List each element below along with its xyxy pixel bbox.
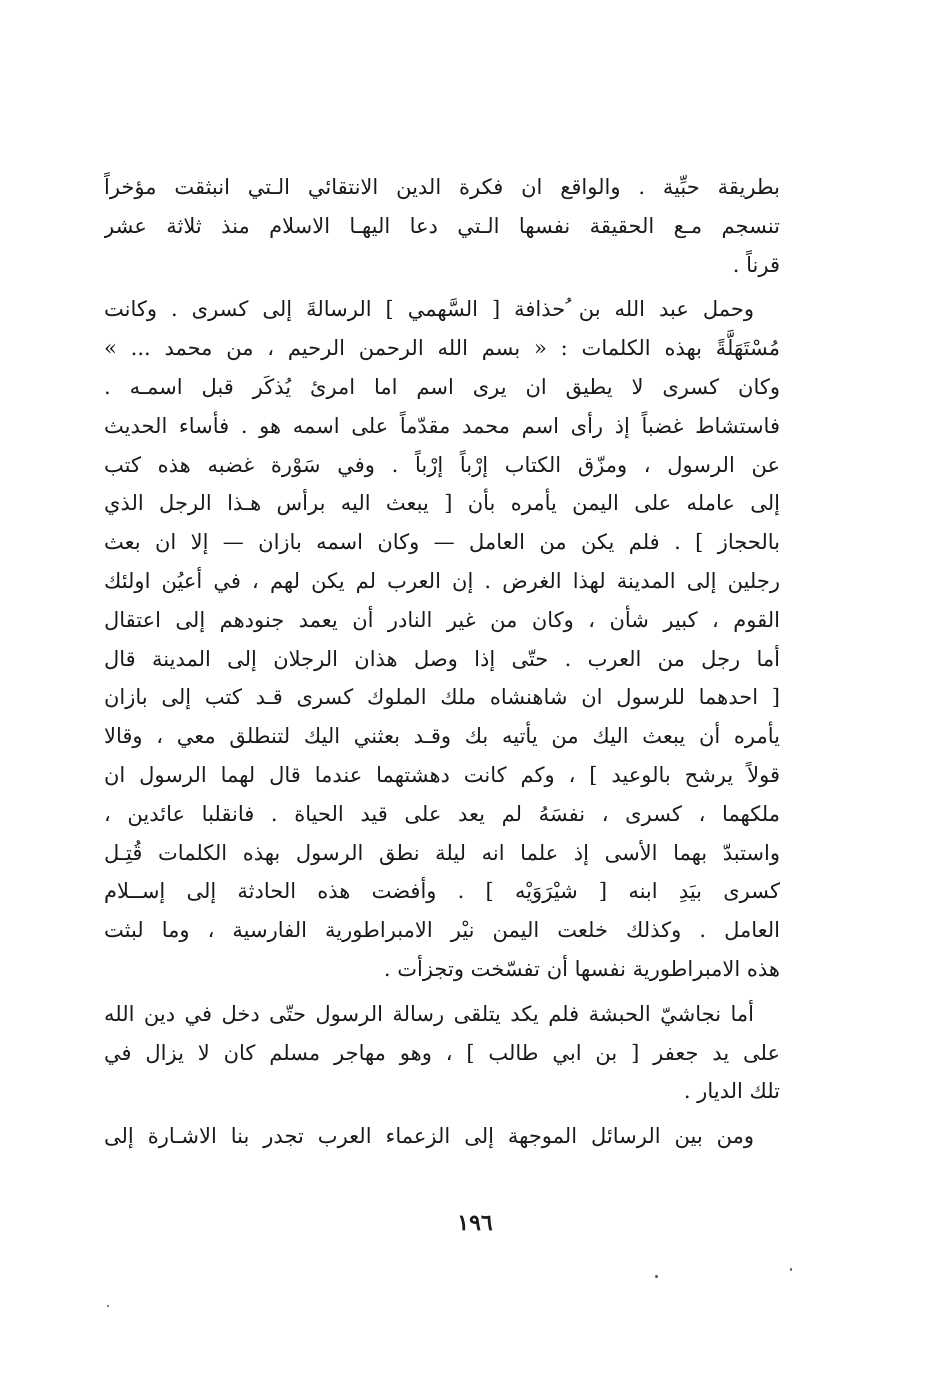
text-line: مُسْتَهَلَّةً بهذه الكلمات : « بسم الله الرحمن الرحيم ، من محمد ... » (104, 336, 780, 361)
text-line: العامل . وكذلك خلعت اليمن نيْر الامبراطورية الفارسية ، وما لبثت (104, 918, 780, 943)
text-line: يأمره أن يبعث اليك من يأتيه بك وقـد بعثني اليك لتنطلق معي ، وقالا (104, 724, 780, 749)
scan-speck (655, 1275, 658, 1278)
text-line: ومن بين الرسائل الموجهة إلى الزعماء العرب تجدر بنا الاشـارة إلى (104, 1124, 754, 1149)
page-number: ١٩٦ (457, 1210, 493, 1236)
text-line: قرناً . (732, 252, 780, 277)
text-line: بالحجاز ] . فلم يكن من العامل — وكان اسمه بازان — إلا ان بعث (104, 530, 780, 555)
paragraph-1 (104, 168, 780, 284)
paragraph-4 (104, 1117, 780, 1156)
text-line: تنسجم مـع الحقيقة نفسها الـتي دعا اليهـا الاسلام منذ ثلاثة عشر (104, 213, 780, 238)
text-line: هذه الامبراطورية نفسها أن تفسّخت وتجزأت . (383, 956, 780, 981)
scan-speck (107, 1305, 109, 1307)
text-line: [ احدهما للرسول ان شاهنشاه ملك الملوك كسرى قـد كتب إلى بازان (104, 685, 780, 710)
text-line: تلك الديار . (683, 1079, 780, 1104)
body-text (104, 168, 780, 1156)
text-line: بطريقة حبِّية . والواقع ان فكرة الدين الانتقائي الـتي انبثقت مؤخراً (104, 175, 780, 199)
paragraph-2 (104, 290, 780, 988)
text-line: فاستشاط غضباً إذ رأى اسم محمد مقدّماً على اسمه هو . فأساء الحديث (104, 413, 780, 438)
text-line: قولاً يرشح بالوعيد ] ، وكم كانت دهشتهما عندما قال لهما الرسول ان (104, 762, 780, 787)
text-line: وحمل عبد الله بن ُحذافة [ السَّهمي ] الرسالةَ إلى كسرى . وكانت (104, 297, 754, 322)
text-line: القوم ، كبير شأن ، وكان من غير النادر أن يعمد جنودهم إلى اعتقال (104, 607, 780, 632)
text-line: واستبدّ بهما الأسى إذ علما انه ليلة نطق الرسول بهذه الكلمات قُتِـل (104, 840, 780, 865)
text-line: عن الرسول ، ومزّق الكتاب إرْباً إرْباً . وفي سَوْرة غضبه هذه كتب (104, 452, 780, 477)
text-line: على يد جعفر [ بن ابي طالب ] ، وهو مهاجر مسلم كان لا يزال في (104, 1040, 780, 1065)
paragraph-3 (104, 995, 780, 1111)
text-line: ملكهما ، كسرى ، نفسَهُ لم يعد على قيد الحياة . فانقلبا عائدين ، (104, 801, 780, 826)
text-line: كسرى بيَدِ ابنه [ شيْرَوَيْه ] . وأفضت هذه الحادثة إلى إســلام (104, 879, 780, 904)
text-line: أما نجاشيّ الحبشة فلم يكد يتلقى رسالة الرسول حتّى دخل في دين الله (104, 1001, 754, 1026)
text-line: رجلين إلى المدينة لهذا الغرض . إن العرب لم يكن لهم ، في أعيُن اولئك (104, 568, 780, 593)
scan-speck (790, 1268, 792, 1271)
text-line: وكان كسرى لا يطيق ان يرى اسم اما امرئ يُذكَر قبل اسمـه . (104, 374, 780, 399)
text-line: أما رجل من العرب . حتّى إذا وصل هذان الرجلان إلى المدينة قال (104, 646, 780, 671)
text-line: إلى عامله على اليمن يأمره بأن [ يبعث اليه برأس هـذا الرجل الذي (104, 491, 780, 516)
